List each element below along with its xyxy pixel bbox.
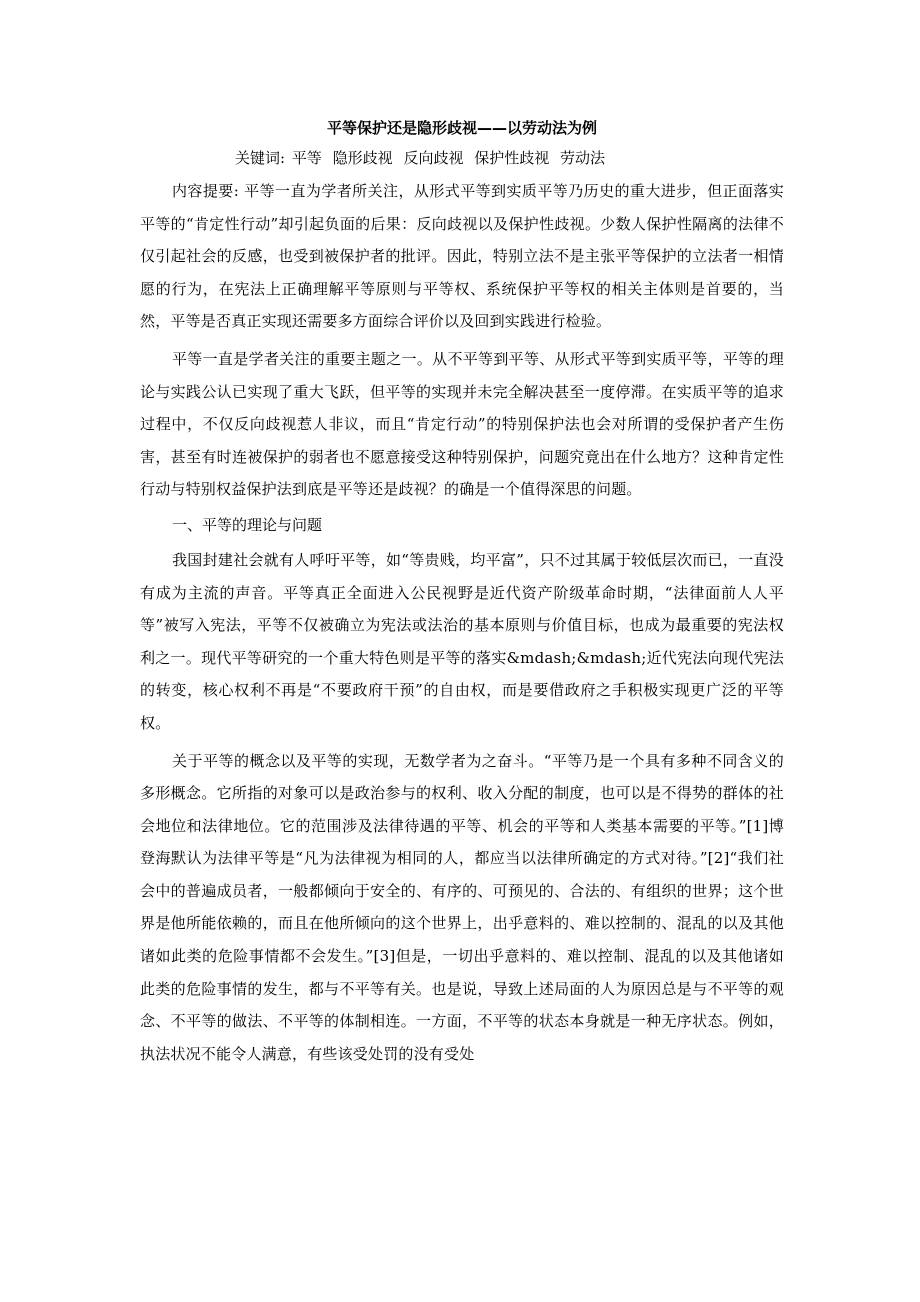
document-title: 平等保护还是隐形歧视——以劳动法为例 — [326, 119, 597, 137]
abstract-paragraph: 内容提要: 平等一直为学者所关注，从形式平等到实质平等乃历史的重大进步，但正面落实平等的“肯定性行动”却引起负面的后果：反向歧视以及保护性歧视。少数人保护性隔离的法律不仅引起社会的反感，也受到被保护者的批评。因此，特别立法不是主张平等保护的立法者一相情愿的行为，在宪法上正确理解平等原则与平等权、系统保护平等权的相关主体则是首要的，当然，平等是否真正实现还需要多方面综合评价以及回到实践进行检验。 — [140, 182, 784, 331]
body-paragraph: 我国封建社会就有人呼吁平等，如“等贵贱，均平富”，只不过其属于较低层次而已，一直没有成为主流的声音。平等真正全面进入公民视野是近代资产阶级革命时期，“法律面前人人平等”被写入宪法，平等不仅被确立为宪法或法治的基本原则与价值目标，也成为最重要的宪法权利之一。现代平等研究的一个重大特色则是平等的落实&mdash;&mdash;近代宪法向现代宪法的转变，核心权利不再是“不要政府干预”的自由权，而是要借政府之手积极实现更广泛的平等权。 — [140, 550, 784, 732]
body-paragraph: 关于平等的概念以及平等的实现，无数学者为之奋斗。“平等乃是一个具有多种不同含义的多形概念。它所指的对象可以是政治参与的权利、收入分配的制度，也可以是不得势的群体的社会地位和法律地位。它的范围涉及法律待遇的平等、机会的平等和人类基本需要的平等。”[1]博登海默认为法律平等是“凡为法律视为相同的人，都应当以法律所确定的方式对待。”[2]“我们社会中的普遍成员者，一般都倾向于安全的、有序的、可预见的、合法的、有组织的世界；这个世界是他所能依赖的，而且在他所倾向的这个世界上，出乎意料的、难以控制的、混乱的以及其他诸如此类的危险事情都不会发生。”[3]但是，一切出乎意料的、难以控制、混乱的以及其他诸如此类的危险事情的发生，都与不平等有关。也是说，导致上述局面的人为原因总是与不平等的观念、不平等的做法、不平等的体制相连。一方面，不平等的状态本身就是一种无序状态。例如，执法状况不能令人满意，有些该受处罚的没有受处 — [140, 751, 784, 1063]
section-heading: 一、平等的理论与问题 — [172, 515, 323, 534]
keyword: 平等 — [291, 149, 322, 167]
keyword: 隐形歧视 — [332, 149, 393, 167]
keyword: 反向歧视 — [403, 149, 464, 167]
keyword: 保护性歧视 — [474, 149, 550, 167]
keywords-line — [140, 143, 784, 175]
document-page — [140, 113, 784, 1070]
keyword: 劳动法 — [560, 149, 606, 167]
intro-paragraph: 平等一直是学者关注的重要主题之一。从不平等到平等、从形式平等到实质平等，平等的理论与实践公认已实现了重大飞跃，但平等的实现并未完全解决甚至一度停滞。在实质平等的追求过程中，不仅反向歧视惹人非议，而且“肯定行动”的特别保护法也会对所谓的受保护者产生伤害，甚至有时连被保护的弱者也不愿意接受这种特别保护，问题究竟出在什么地方？这种肯定性行动与特别权益保护法到底是平等还是歧视？的确是一个值得深思的问题。 — [140, 349, 784, 499]
keywords-label: 关键词: — [235, 149, 286, 167]
